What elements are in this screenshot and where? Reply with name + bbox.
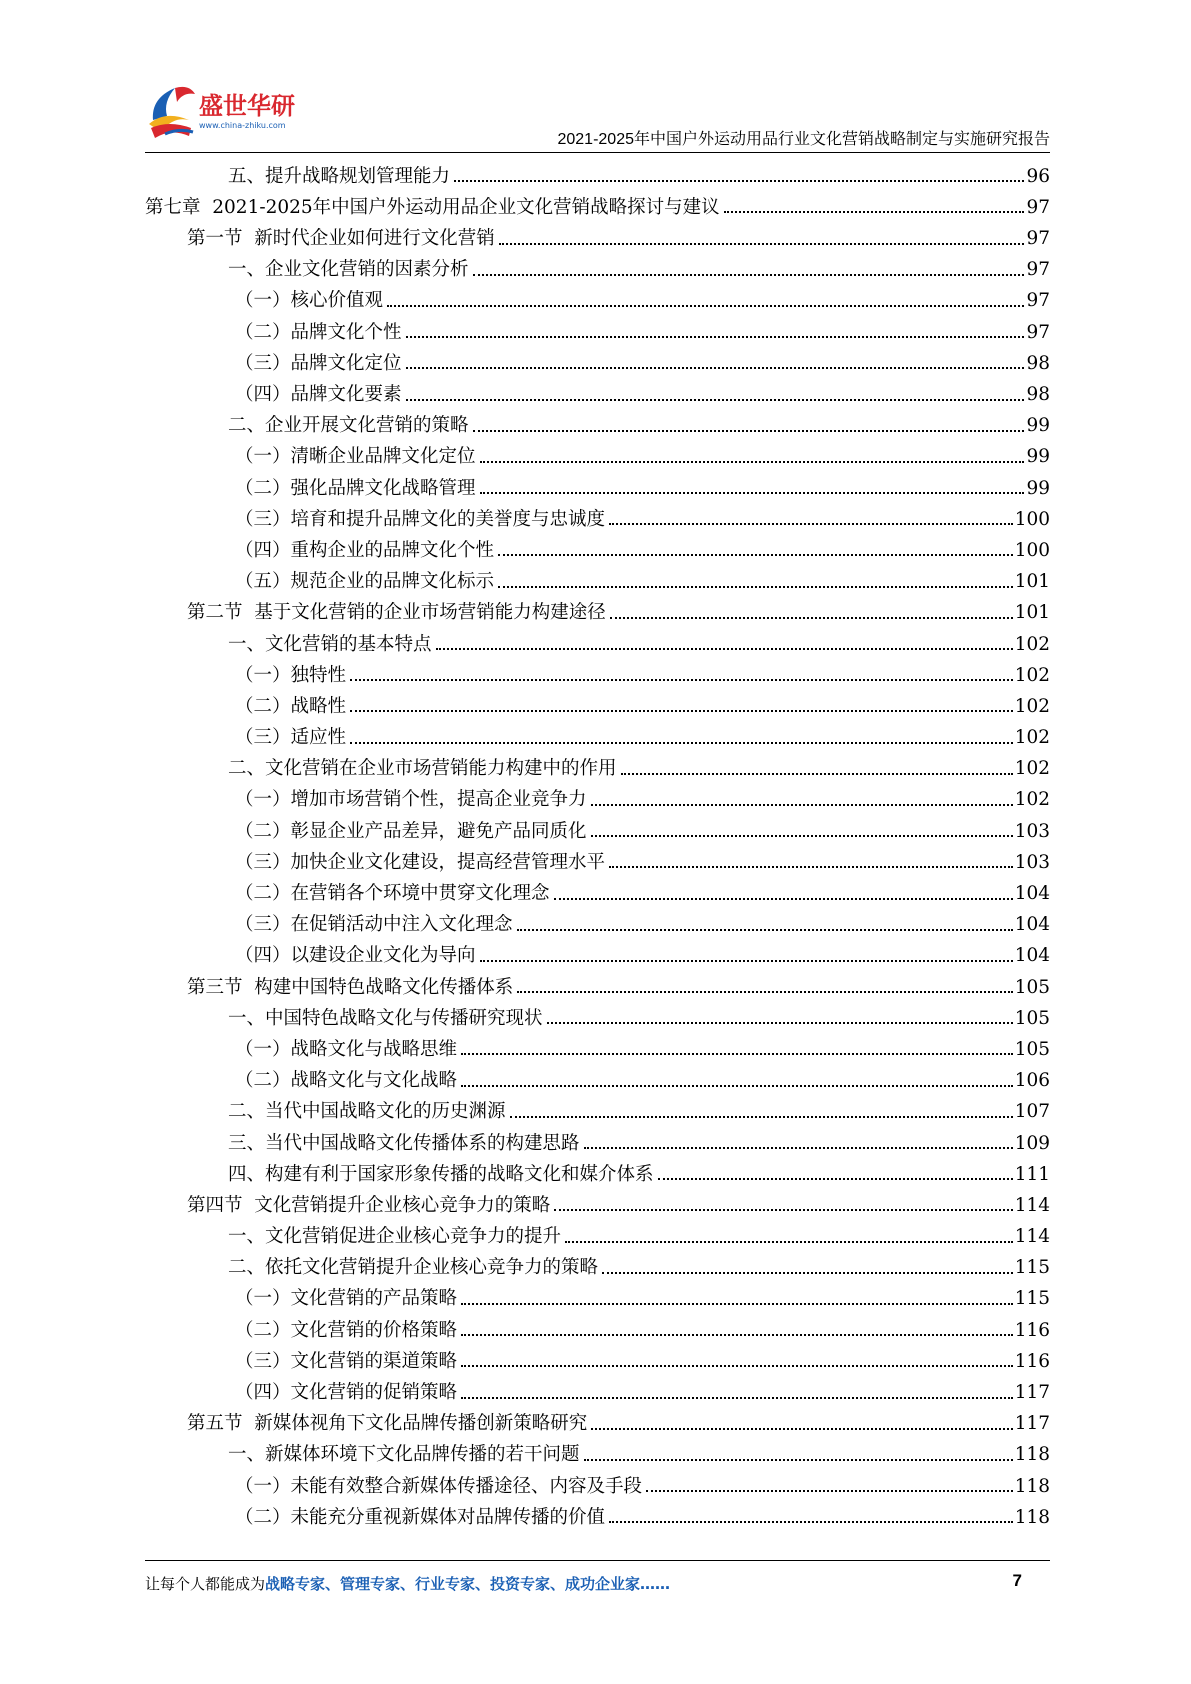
toc-entry-page: 104 [1014,945,1050,967]
toc-leader-dots [547,1022,1013,1024]
toc-entry[interactable] [145,1408,1050,1439]
header-divider [145,152,1050,153]
toc-leader-dots [406,399,1025,401]
toc-entry-label: 二、当代中国战略文化的历史渊源 [228,1101,506,1123]
company-logo [145,80,315,144]
toc-entry-page: 116 [1014,1350,1050,1372]
toc-leader-dots [436,648,1013,650]
toc-leader-dots [517,991,1012,993]
toc-entry-page: 102 [1014,633,1050,655]
toc-leader-dots [406,336,1025,338]
toc-entry-label: （二）文化营销的价格策略 [235,1319,458,1341]
toc-entry-label: （一）战略文化与战略思维 [235,1038,458,1060]
toc-entry[interactable] [145,784,1050,815]
toc-leader-dots [499,243,1025,245]
toc-entry[interactable] [145,628,1050,659]
toc-entry[interactable] [145,316,1050,347]
toc-entry-page: 102 [1014,789,1050,811]
toc-entry[interactable] [145,1064,1050,1095]
toc-entry-label: 一、文化营销的基本特点 [228,633,432,655]
toc-entry-label: （二）战略文化与文化战略 [235,1070,458,1092]
toc-entry-label: （二）战略性 [235,695,347,717]
toc-entry-page: 96 [1026,165,1050,187]
toc-leader-dots [609,523,1013,525]
toc-entry-label: （三）培育和提升品牌文化的美誉度与忠诚度 [235,508,606,530]
toc-entry-page: 97 [1026,321,1050,343]
toc-entry[interactable] [145,472,1050,503]
toc-leader-dots [498,586,1013,588]
toc-leader-dots [406,367,1025,369]
toc-entry-label: （三）加快企业文化建设，提高经营管理水平 [235,851,606,873]
toc-entry-label: 一、文化营销促进企业核心竞争力的提升 [228,1226,562,1248]
toc-entry[interactable] [145,1002,1050,1033]
toc-entry-label: 四、构建有利于国家形象传播的战略文化和媒介体系 [228,1163,654,1185]
toc-entry[interactable] [145,690,1050,721]
toc-leader-dots [461,1365,1013,1367]
toc-entry[interactable] [145,1127,1050,1158]
toc-leader-dots [658,1178,1013,1180]
toc-entry-label: 第一节 新时代企业如何进行文化营销 [187,228,495,250]
toc-entry-page: 105 [1014,976,1050,998]
toc-entry-label: （一）核心价值观 [235,290,384,312]
toc-entry-label: 一、新媒体环境下文化品牌传播的若干问题 [228,1444,580,1466]
toc-entry[interactable] [145,909,1050,940]
toc-entry-page: 97 [1026,290,1050,312]
toc-entry-page: 103 [1014,851,1050,873]
toc-entry[interactable] [145,1345,1050,1376]
toc-entry[interactable] [145,441,1050,472]
toc-entry[interactable] [145,753,1050,784]
footer-slogan-prefix: 让每个人都能成为 [145,1575,266,1593]
toc-entry-page: 105 [1014,1038,1050,1060]
toc-entry-label: 五、提升战略规划管理能力 [228,165,451,187]
footer-slogan-roles: 战略专家、管理专家、行业专家、投资专家、成功企业家…… [265,1575,671,1593]
toc-entry-page: 105 [1014,1007,1050,1029]
toc-entry-page: 114 [1014,1194,1050,1216]
toc-entry[interactable] [145,815,1050,846]
toc-leader-dots [473,274,1025,276]
toc-entry-label: 一、中国特色战略文化与传播研究现状 [228,1007,543,1029]
toc-entry[interactable] [145,1439,1050,1470]
toc-entry-label: （三）文化营销的渠道策略 [235,1350,458,1372]
toc-entry-page: 104 [1014,883,1050,904]
toc-entry-label: 二、依托文化营销提升企业核心竞争力的策略 [228,1257,599,1279]
toc-entry-page: 98 [1026,352,1050,374]
toc-entry-label: （五）规范企业的品牌文化标示 [235,571,495,593]
toc-entry-label: 二、文化营销在企业市场营销能力构建中的作用 [228,758,617,780]
toc-entry-page: 101 [1014,602,1050,624]
brand-name: 盛世华研 [199,92,295,120]
toc-leader-dots [609,866,1013,868]
toc-entry-page: 117 [1014,1413,1050,1435]
toc-entry[interactable] [145,378,1050,409]
toc-entry[interactable] [145,1033,1050,1064]
toc-entry[interactable] [145,659,1050,690]
toc-entry-label: 第四节 文化营销提升企业核心竞争力的策略 [187,1194,551,1216]
toc-entry-label: （一）未能有效整合新媒体传播途径、内容及手段 [235,1475,643,1497]
toc-entry-label: 第二节 基于文化营销的企业市场营销能力构建途径 [187,602,606,624]
toc-entry[interactable] [145,347,1050,378]
toc-entry-page: 97 [1026,259,1050,281]
toc-entry[interactable] [145,565,1050,596]
toc-entry[interactable] [145,254,1050,285]
table-of-contents [145,160,1050,1532]
page-header [145,80,1050,150]
toc-entry-page: 100 [1014,539,1050,561]
page-footer [145,1573,1050,1594]
toc-leader-dots [517,929,1013,931]
footer-divider [145,1560,1050,1561]
toc-leader-dots [584,1459,1013,1461]
toc-entry-label: 二、企业开展文化营销的策略 [228,415,469,437]
toc-leader-dots [565,1241,1013,1243]
toc-entry-label: （三）在促销活动中注入文化理念 [235,914,513,936]
toc-entry-label: 第七章 2021-2025年中国户外运动用品企业文化营销战略探讨与建议 [145,196,720,218]
toc-entry[interactable] [145,222,1050,253]
page-number: 7 [1012,1571,1022,1590]
toc-entry-label: 第五节 新媒体视角下文化品牌传播创新策略研究 [187,1413,588,1435]
toc-entry-label: 三、当代中国战略文化传播体系的构建思路 [228,1132,580,1154]
toc-leader-dots [461,1397,1013,1399]
toc-entry-label: （四）重构企业的品牌文化个性 [235,539,495,561]
toc-leader-dots [610,617,1013,619]
toc-entry-label: （二）未能充分重视新媒体对品牌传播的价值 [235,1506,606,1528]
brand-url: www.china-zhiku.com [199,121,286,130]
toc-entry[interactable] [145,1220,1050,1251]
toc-leader-dots [461,1085,1013,1087]
toc-entry[interactable] [145,597,1050,628]
toc-entry-page: 97 [1026,228,1050,250]
toc-entry[interactable] [145,1501,1050,1532]
toc-leader-dots [591,804,1013,806]
toc-entry-page: 98 [1026,384,1050,405]
toc-leader-dots [454,180,1024,182]
toc-entry-label: 一、企业文化营销的因素分析 [228,259,469,281]
toc-entry[interactable] [145,534,1050,565]
toc-entry-page: 99 [1026,415,1050,437]
toc-entry-label: （一）独特性 [235,664,347,686]
toc-entry[interactable] [145,1283,1050,1314]
toc-entry-label: （四）文化营销的促销策略 [235,1382,458,1403]
toc-leader-dots [350,679,1013,681]
toc-entry[interactable] [145,940,1050,971]
toc-leader-dots [621,773,1013,775]
toc-entry-page: 102 [1014,695,1050,717]
toc-entry-label: （四）以建设企业文化为导向 [235,945,476,967]
toc-leader-dots [350,710,1013,712]
toc-entry[interactable] [145,285,1050,316]
toc-entry-page: 100 [1014,508,1050,530]
toc-entry-page: 106 [1014,1070,1050,1092]
toc-leader-dots [609,1521,1013,1523]
toc-entry[interactable] [145,1376,1050,1407]
toc-entry-label: （一）文化营销的产品策略 [235,1288,458,1310]
toc-entry[interactable] [145,846,1050,877]
toc-leader-dots [387,305,1024,307]
toc-leader-dots [480,461,1025,463]
toc-leader-dots [584,1147,1013,1149]
toc-entry-label: 第三节 构建中国特色战略文化传播体系 [187,976,514,998]
toc-leader-dots [591,1428,1012,1430]
toc-leader-dots [473,430,1025,432]
report-title: 2021-2025年中国户外运动用品行业文化营销战略制定与实施研究报告 [557,131,1050,148]
toc-entry-page: 116 [1014,1319,1050,1341]
toc-entry-page: 115 [1014,1288,1050,1310]
toc-entry-page: 104 [1014,914,1050,936]
toc-entry-label: （一）增加市场营销个性，提高企业竞争力 [235,789,587,811]
toc-entry-page: 115 [1014,1257,1050,1279]
toc-entry-page: 118 [1014,1444,1050,1466]
toc-entry-page: 99 [1026,477,1050,499]
toc-entry-page: 97 [1026,196,1050,218]
toc-entry-page: 99 [1026,446,1050,468]
toc-entry[interactable] [145,1096,1050,1127]
toc-leader-dots [724,211,1025,213]
toc-leader-dots [350,742,1013,744]
toc-entry[interactable] [145,1189,1050,1220]
toc-entry-page: 102 [1014,727,1050,749]
toc-entry[interactable] [145,971,1050,1002]
toc-entry-label: （二）品牌文化个性 [235,321,402,343]
toc-leader-dots [461,1334,1013,1336]
toc-entry[interactable] [145,1252,1050,1283]
toc-entry-label: （四）品牌文化要素 [235,384,402,405]
toc-leader-dots [602,1272,1013,1274]
toc-entry-page: 117 [1014,1382,1050,1403]
toc-entry-label: （二）彰显企业产品差异，避免产品同质化 [235,820,587,842]
toc-leader-dots [591,835,1013,837]
toc-leader-dots [646,1490,1013,1492]
toc-entry[interactable] [145,1470,1050,1501]
toc-entry-label: （三）适应性 [235,727,347,749]
toc-entry-label: （三）品牌文化定位 [235,352,402,374]
toc-entry[interactable] [145,721,1050,752]
toc-entry-page: 102 [1014,758,1050,780]
toc-entry-page: 101 [1014,571,1050,593]
toc-leader-dots [554,898,1013,900]
toc-entry-page: 118 [1014,1475,1050,1497]
toc-entry[interactable] [145,160,1050,191]
toc-entry-page: 102 [1014,664,1050,686]
toc-entry[interactable] [145,877,1050,908]
toc-entry-page: 111 [1014,1163,1050,1185]
toc-entry-page: 118 [1014,1506,1050,1528]
toc-entry-page: 109 [1014,1132,1050,1154]
toc-leader-dots [498,554,1013,556]
toc-leader-dots [480,492,1025,494]
toc-entry-page: 114 [1014,1226,1050,1248]
toc-entry-label: （二）强化品牌文化战略管理 [235,477,476,499]
toc-entry-label: （二）在营销各个环境中贯穿文化理念 [235,883,550,904]
toc-leader-dots [510,1116,1013,1118]
toc-leader-dots [461,1303,1013,1305]
toc-leader-dots [461,1053,1013,1055]
toc-entry[interactable] [145,1314,1050,1345]
toc-entry[interactable] [145,503,1050,534]
toc-entry-page: 103 [1014,820,1050,842]
toc-entry[interactable] [145,191,1050,222]
toc-leader-dots [480,960,1013,962]
toc-entry[interactable] [145,410,1050,441]
toc-entry[interactable] [145,1158,1050,1189]
toc-leader-dots [554,1209,1012,1211]
toc-entry-page: 107 [1014,1101,1050,1123]
toc-entry-label: （一）清晰企业品牌文化定位 [235,446,476,468]
